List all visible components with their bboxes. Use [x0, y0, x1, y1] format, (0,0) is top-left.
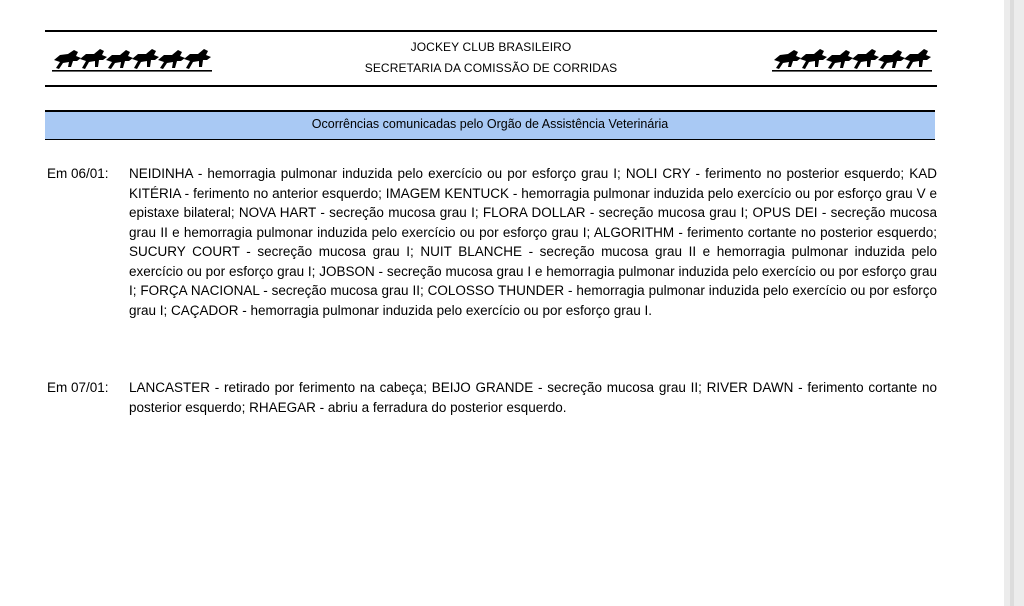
occurrence-entry [47, 164, 937, 320]
entry-text: NEIDINHA - hemorragia pulmonar induzida pelo exercício ou por esforço grau I; NOLI CRY - ferimento no posterior esquerdo; KAD KITÉRIA - ferimento no anterior esquerdo; IMAGEM KENTUCK - hemorragia pulmonar induzida pelo exercício ou por esforço grau V e epistaxe bilateral; NOVA HART - secreção mucosa grau I; FLORA DOLLAR - secreção mucosa grau I; OPUS DEI - secreção mucosa grau II e hemorragia pulmonar induzida pelo exercício ou por esforço grau I; ALGORITHM - ferimento cortante no posterior esquerdo; SUCURY COURT - secreção mucosa grau I; NUIT BLANCHE - secreção mucosa grau II e hemorragia pulmonar induzida pelo exercício ou por esforço grau I; JOBSON - secreção mucosa grau I e hemorragia pulmonar induzida pelo exercício ou por esforço grau I; FORÇA NACIONAL - secreção mucosa grau II; COLOSSO THUNDER - hemorragia pulmonar induzida pelo exercício ou por esforço grau I; CAÇADOR - hemorragia pulmonar induzida pelo exercício ou por esforço grau I. [129, 166, 937, 318]
entry-date-label: Em 06/01: [47, 166, 109, 181]
organization-name: JOCKEY CLUB BRASILEIRO [410, 40, 572, 54]
scrollbar-thumb[interactable] [1010, 0, 1014, 606]
racing-horses-icon [772, 44, 932, 74]
occurrence-entry [47, 378, 937, 417]
entry-date-label: Em 07/01: [47, 380, 109, 395]
section-banner: Ocorrências comunicadas pelo Orgão de Assistência Veterinária [45, 110, 935, 140]
entry-text: LANCASTER - retirado por ferimento na cabeça; BEIJO GRANDE - secreção mucosa grau II; RIVER DAWN - ferimento cortante no posterior esquerdo; RHAEGAR - abriu a ferradura do posterior esquerdo. [129, 380, 937, 415]
scrollbar-track[interactable] [1004, 0, 1024, 606]
header-bottom-rule [45, 85, 937, 87]
department-name: SECRETARIA DA COMISSÃO DE CORRIDAS [364, 61, 618, 75]
header-top-rule [45, 30, 937, 32]
